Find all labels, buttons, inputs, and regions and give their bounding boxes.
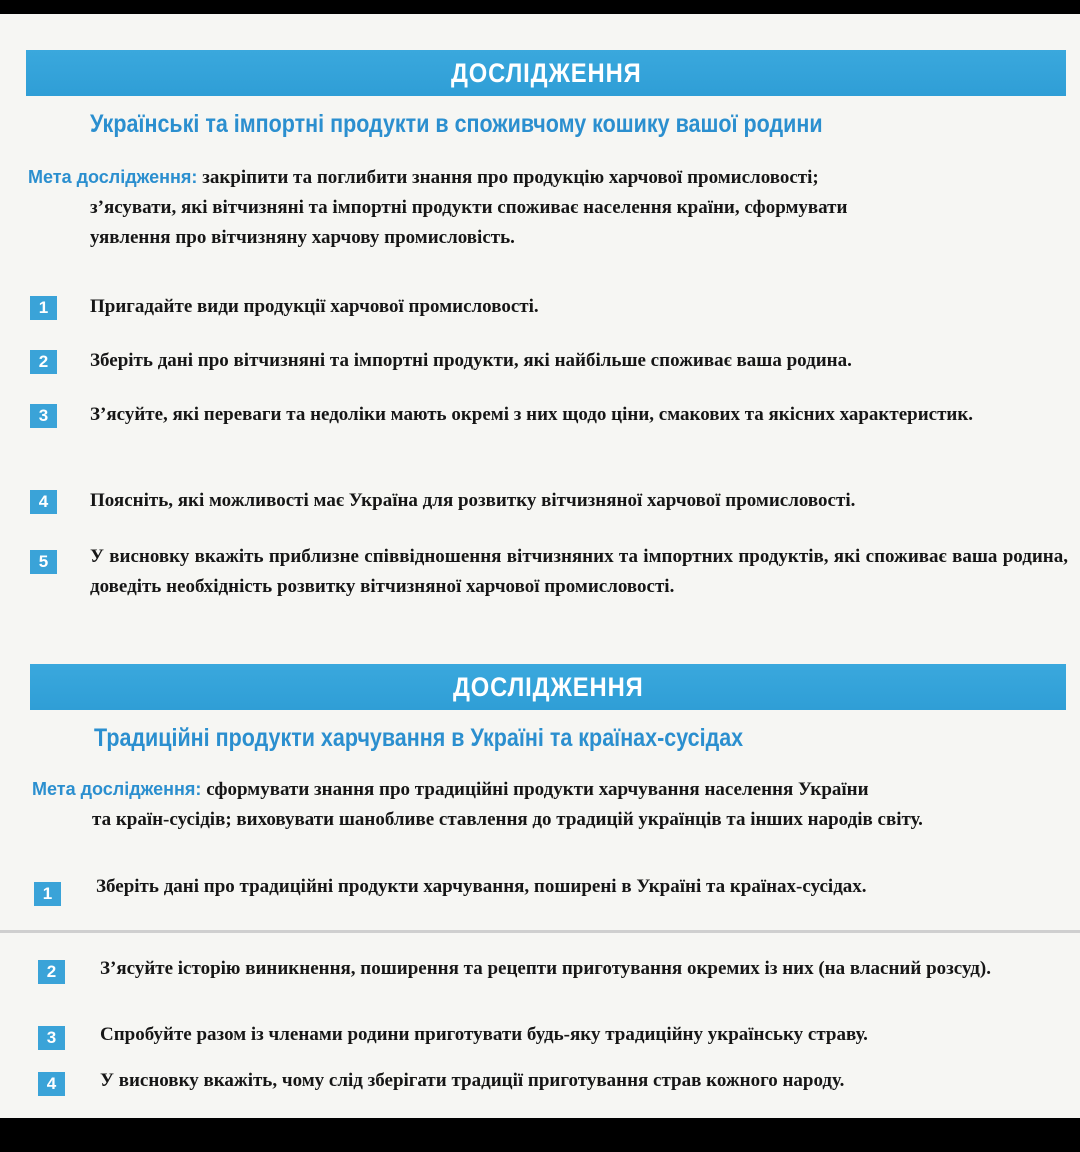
section-1-banner (26, 50, 1066, 96)
section-1-aim-line-3: уявлення про вітчизняну харчову промисловість. (90, 227, 515, 248)
task-text: З’ясуйте, які переваги та недоліки мають окремі з них щодо ціни, смакових та якісних характеристик. (90, 404, 974, 425)
section-2-aim (32, 774, 1068, 835)
section-2-title: Традиційні продукти харчування в Україні та країнах-сусідах (94, 724, 744, 752)
task-text: Зберіть дані про вітчизняні та імпортні продукти, які найбільше споживає ваша родина. (90, 350, 852, 371)
task-text: Поясніть, які можливості має Україна для розвитку вітчизняної харчової промисловості. (90, 490, 856, 511)
task-number-badge: 3 (30, 404, 57, 428)
task-number-badge: 4 (38, 1072, 65, 1096)
section-1-banner-text: ДОСЛІДЖЕННЯ (450, 58, 642, 88)
page-fold-line (0, 930, 1080, 933)
section-1-aim (28, 162, 1068, 253)
task-text: Спробуйте разом із членами родини приготувати будь-яку традиційну українську страву. (100, 1024, 868, 1045)
task-text: У висновку вкажіть, чому слід зберігати традиції приготування страв кожного народу. (100, 1070, 845, 1091)
bottom-black-border (0, 1118, 1080, 1152)
task-number-badge: 5 (30, 550, 57, 574)
section-2-aim-line-1: сформувати знання про традиційні продукти харчування населення України (206, 779, 869, 800)
section-1-aim-label: Мета дослідження: (28, 167, 198, 187)
section-2-banner (30, 664, 1066, 710)
top-black-border (0, 0, 1080, 14)
task-text: У висновку вкажіть приблизне співвідношення вітчизняних та імпортних продуктів, які споживає ваша родина, доведіть необхідність розвитку вітчизняної харчової промисловості. (90, 546, 1068, 597)
section-1-aim-line-1: закріпити та поглибити знання про продукцію харчової промисловості; (202, 167, 819, 188)
task-number-badge: 1 (34, 882, 61, 906)
task-number-badge: 2 (38, 960, 65, 984)
task-number-badge: 3 (38, 1026, 65, 1050)
task-number-badge: 2 (30, 350, 57, 374)
section-2-aim-label: Мета дослідження: (32, 779, 202, 799)
section-1-title: Українські та імпортні продукти в споживчому кошику вашої родини (90, 110, 823, 138)
section-2-banner-text: ДОСЛІДЖЕННЯ (452, 672, 644, 702)
textbook-page (0, 14, 1080, 1118)
section-1-aim-line-2: з’ясувати, які вітчизняні та імпортні продукти споживає населення країни, сформувати (90, 197, 848, 218)
task-number-badge: 4 (30, 490, 57, 514)
task-text: Зберіть дані про традиційні продукти харчування, поширені в Україні та країнах-сусідах. (96, 876, 867, 897)
task-number-badge: 1 (30, 296, 57, 320)
task-text: Пригадайте види продукції харчової промисловості. (90, 296, 539, 317)
section-2-aim-line-2: та країн-сусідів; виховувати шанобливе ставлення до традицій українців та інших народів світу. (92, 809, 923, 830)
task-text: З’ясуйте історію виникнення, поширення та рецепти приготування окремих із них (на власний розсуд). (100, 958, 991, 979)
